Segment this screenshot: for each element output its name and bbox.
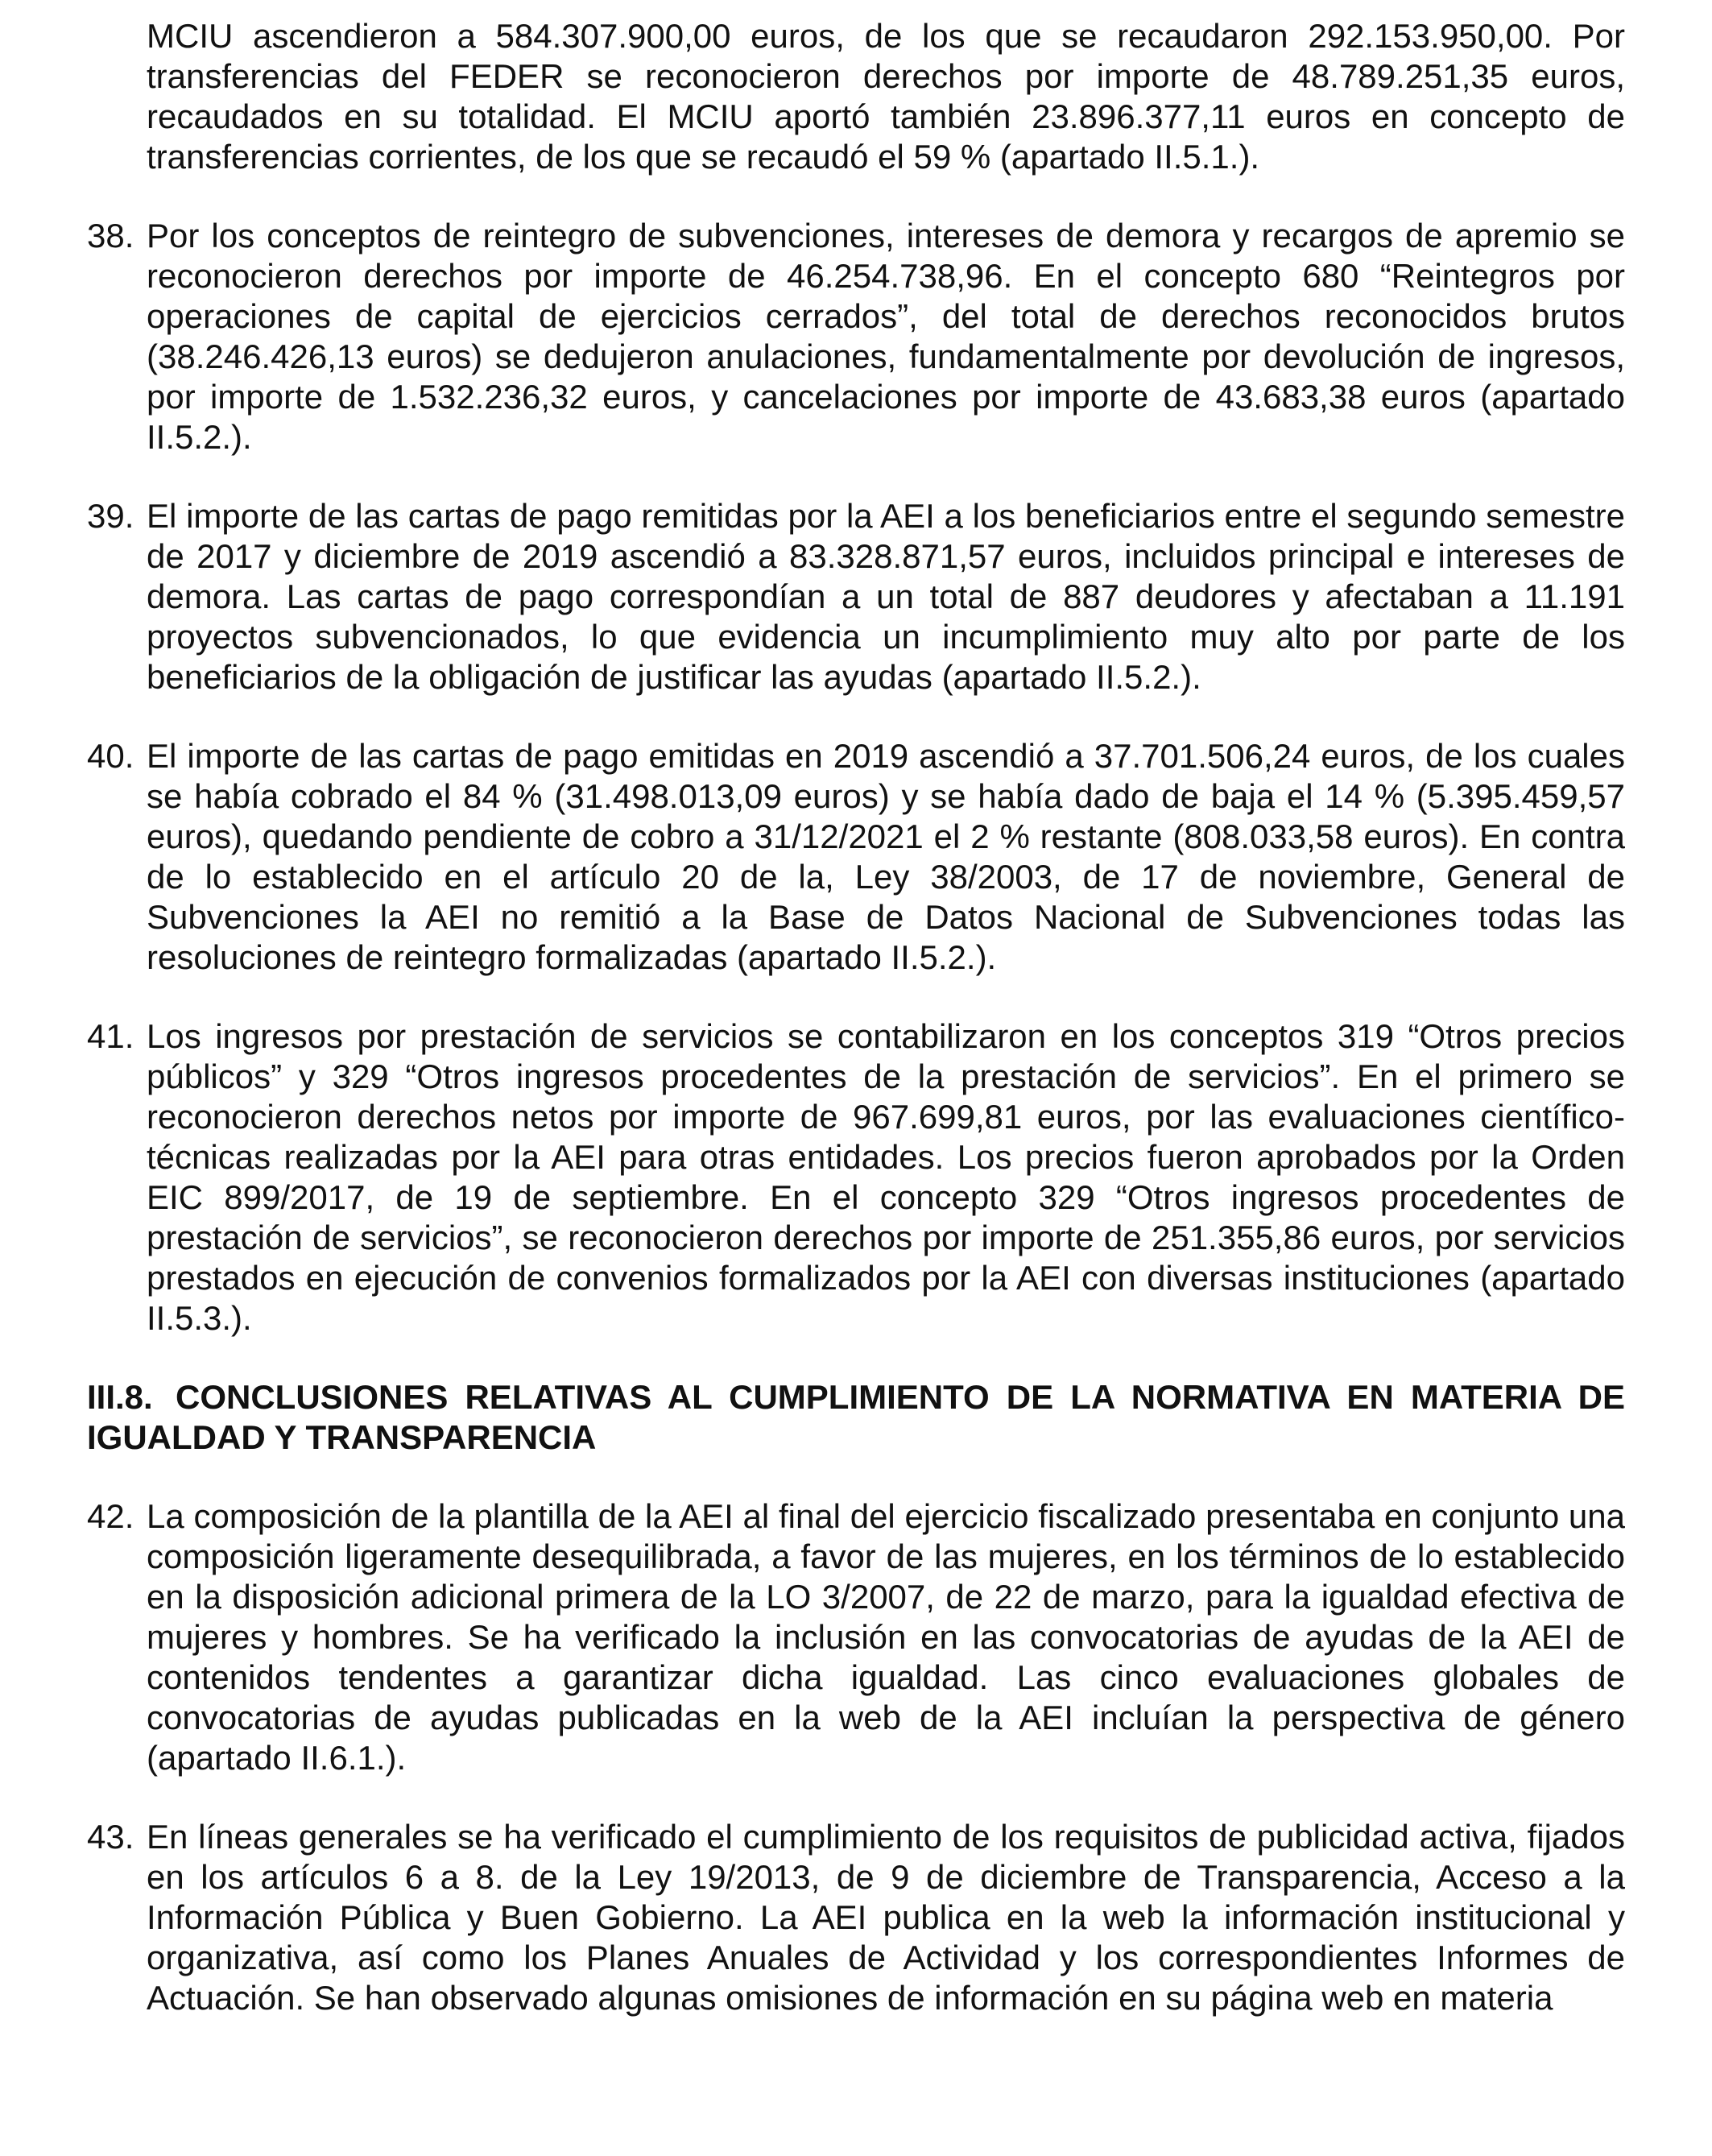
paragraph-41 (87, 1016, 1625, 1339)
paragraph-42 (87, 1496, 1625, 1778)
paragraph-40 (87, 736, 1625, 978)
paragraph-text: El importe de las cartas de pago remitidas por la AEI a los beneficiarios entre el segundo semestre de 2017 y diciembre de 2019 ascendió a 83.328.871,57 euros, incluidos principal e intereses de demora. Las cartas de pago correspondían a un total de 887 deudores y afectaban a 11.191 proyectos subvencionados, lo que evidencia un incumplimiento muy alto por parte de los beneficiarios de la obligación de justificar las ayudas (apartado II.5.2.). (147, 497, 1625, 696)
paragraph-number: 38. (87, 217, 134, 254)
paragraph-text: El importe de las cartas de pago emitidas en 2019 ascendió a 37.701.506,24 euros, de los cuales se había cobrado el 84 % (31.498.013,09 euros) y se había dado de baja el 14 % (5.395.459,57 euros), quedando pendiente de cobro a 31/12/2021 el 2 % restante (808.033,58 euros). En contra de lo establecido en el artículo 20 de la, Ley 38/2003, de 17 de noviembre, General de Subvenciones la AEI no remitió a la Base de Datos Nacional de Subvenciones todas las resoluciones de reintegro formalizadas (apartado II.5.2.). (147, 737, 1625, 976)
section-heading-text: CONCLUSIONES RELATIVAS AL CUMPLIMIENTO DE LA NORMATIVA EN MATERIA DE IGUALDAD Y TRANSPARENCIA (87, 1378, 1625, 1456)
paragraph-39 (87, 496, 1625, 697)
paragraph-text: La composición de la plantilla de la AEI al final del ejercicio fiscalizado presentaba en conjunto una composición ligeramente desequilibrada, a favor de las mujeres, en los términos de lo establecido en la disposición adicional primera de la LO 3/2007, de 22 de marzo, para la igualdad efectiva de mujeres y hombres. Se ha verificado la inclusión en las convocatorias de ayudas de la AEI de contenidos tendentes a garantizar dicha igualdad. Las cinco evaluaciones globales de convocatorias de ayudas publicadas en la web de la AEI incluían la perspectiva de género (apartado II.6.1.). (147, 1497, 1625, 1777)
intro-text: MCIU ascendieron a 584.307.900,00 euros, de los que se recaudaron 292.153.950,00. Por transferencias del FEDER se reconocieron derechos por importe de 48.789.251,35 euros, recaudados en su totalidad. El MCIU aportó también 23.896.377,11 euros en concepto de transferencias corrientes, de los que se recaudó el 59 % (apartado II.5.1.). (147, 17, 1625, 176)
paragraph-number: 43. (87, 1818, 134, 1856)
paragraph-text: Los ingresos por prestación de servicios se contabilizaron en los conceptos 319 “Otros precios públicos” y 329 “Otros ingresos procedentes de la prestación de servicios”. En el primero se reconocieron derechos netos por importe de 967.699,81 euros, por las evaluaciones científico-técnicas realizadas por la AEI para otras entidades. Los precios fueron aprobados por la Orden EIC 899/2017, de 19 de septiembre. En el concepto 329 “Otros ingresos procedentes de prestación de servicios”, se reconocieron derechos por importe de 251.355,86 euros, por servicios prestados en ejecución de convenios formalizados por la AEI con diversas instituciones (apartado II.5.3.). (147, 1017, 1625, 1337)
paragraph-number: 41. (87, 1017, 134, 1055)
section-heading-number: III.8. (87, 1378, 153, 1416)
paragraph-number: 39. (87, 497, 134, 535)
paragraph-text: Por los conceptos de reintegro de subvenciones, intereses de demora y recargos de apremio se reconocieron derechos por importe de 46.254.738,96. En el concepto 680 “Reintegros por operaciones de capital de ejercicios cerrados”, del total de derechos reconocidos brutos (38.246.426,13 euros) se dedujeron anulaciones, fundamentalmente por devolución de ingresos, por importe de 1.532.236,32 euros, y cancelaciones por importe de 43.683,38 euros (apartado II.5.2.). (147, 217, 1625, 456)
section-heading (87, 1377, 1625, 1458)
paragraph-38 (87, 216, 1625, 457)
document-body (87, 16, 1625, 2057)
paragraph-text: En líneas generales se ha verificado el cumplimiento de los requisitos de publicidad activa, fijados en los artículos 6 a 8. de la Ley 19/2013, de 9 de diciembre de Transparencia, Acceso a la Información Pública y Buen Gobierno. La AEI publica en la web la información institucional y organizativa, así como los Planes Anuales de Actividad y los correspondientes Informes de Actuación. Se han observado algunas omisiones de información en su página web en materia (147, 1818, 1625, 2017)
paragraph-number: 42. (87, 1497, 134, 1535)
paragraph-number: 40. (87, 737, 134, 775)
intro-paragraph (87, 16, 1625, 177)
paragraph-43 (87, 1817, 1625, 2018)
